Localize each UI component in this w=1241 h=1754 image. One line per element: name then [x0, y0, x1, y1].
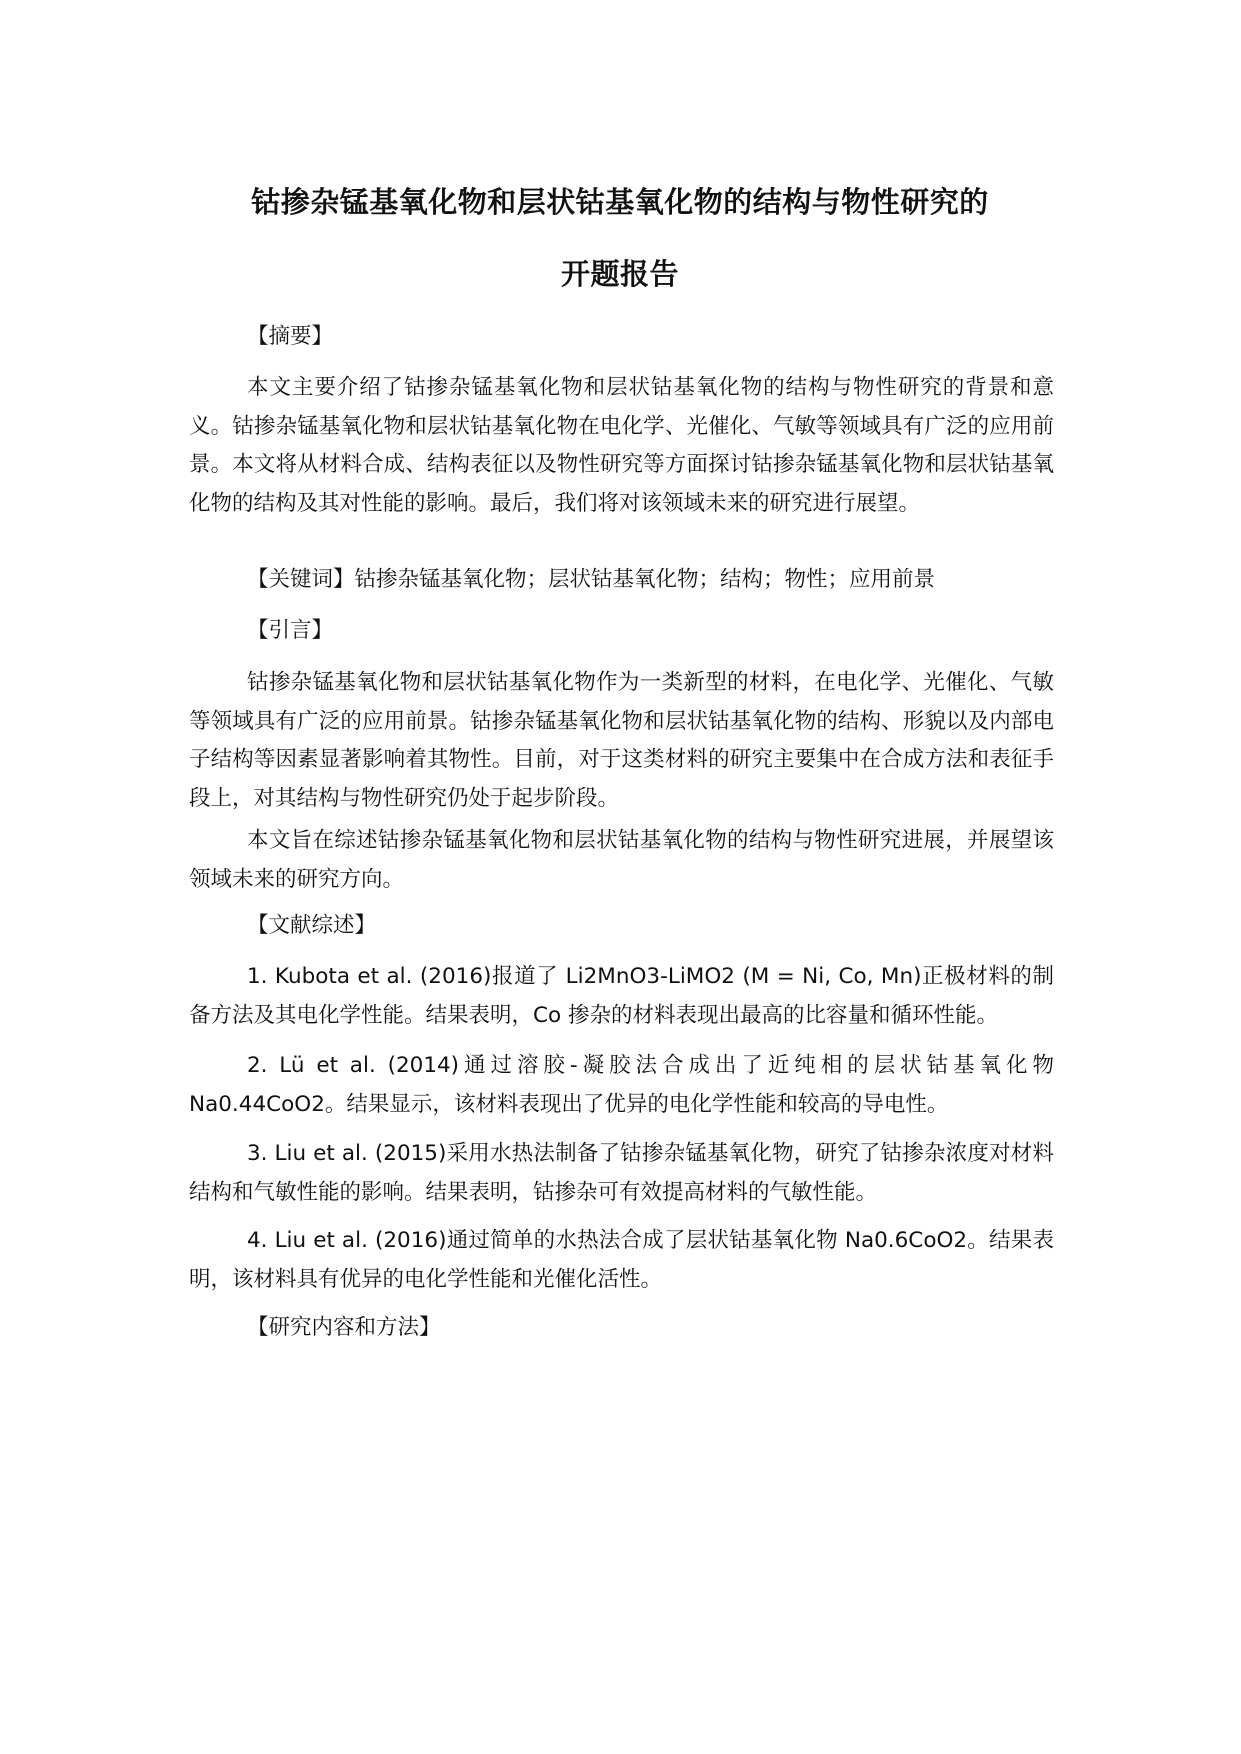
reference-item-1: 1. Kubota et al. (2016)报道了 Li2MnO3-LiMO2 (M = Ni, Co, Mn)正极材料的制备方法及其电化学性能。结果表明，Co 掺杂的材料表现出最高的比容量和循环性能。: [189, 964, 1054, 1028]
reference-item-2: 2. Lü et al. (2014)通过溶胶-凝胶法合成出了近纯相的层状钴基氧化物 Na0.44CoO2。结果显示，该材料表现出了优异的电化学性能和较高的导电性。: [189, 1053, 1054, 1117]
intro-paragraph-1: 钴掺杂锰基氧化物和层状钴基氧化物作为一类新型的材料，在电化学、光催化、气敏等领域具有广泛的应用前景。钴掺杂锰基氧化物和层状钴基氧化物的结构、形貌以及内部电子结构等因素显著影响着其物性。目前，对于这类材料的研究主要集中在合成方法和表征手段上，对其结构与物性研究仍处于起步阶段。: [189, 670, 1054, 811]
abstract-paragraph: 本文主要介绍了钴掺杂锰基氧化物和层状钴基氧化物的结构与物性研究的背景和意义。钴掺杂锰基氧化物和层状钴基氧化物在电化学、光催化、气敏等领域具有广泛的应用前景。本文将从材料合成、结构表征以及物性研究等方面探讨钴掺杂锰基氧化物和层状钴基氧化物的结构及其对性能的影响。最后，我们将对该领域未来的研究进行展望。: [189, 375, 1054, 516]
reference-item-4: 4. Liu et al. (2016)通过简单的水热法合成了层状钴基氧化物 Na0.6CoO2。结果表明，该材料具有优异的电化学性能和光催化活性。: [189, 1228, 1054, 1292]
intro-heading: 【引言】: [247, 618, 334, 643]
review-heading: 【文献综述】: [247, 913, 377, 938]
document-title-line-1: 钴掺杂锰基氧化物和层状钴基氧化物的结构与物性研究的: [251, 185, 989, 219]
abstract-heading: 【摘要】: [247, 324, 334, 349]
document-title-line-2: 开题报告: [560, 257, 679, 291]
methods-heading: 【研究内容和方法】: [247, 1315, 441, 1340]
keywords-line: 【关键词】钴掺杂锰基氧化物；层状钴基氧化物；结构；物性；应用前景: [247, 567, 936, 592]
intro-paragraph-2: 本文旨在综述钴掺杂锰基氧化物和层状钴基氧化物的结构与物性研究进展，并展望该领域未来的研究方向。: [189, 828, 1054, 892]
reference-item-3: 3. Liu et al. (2015)采用水热法制备了钴掺杂锰基氧化物，研究了钴掺杂浓度对材料结构和气敏性能的影响。结果表明，钴掺杂可有效提高材料的气敏性能。: [189, 1141, 1054, 1205]
